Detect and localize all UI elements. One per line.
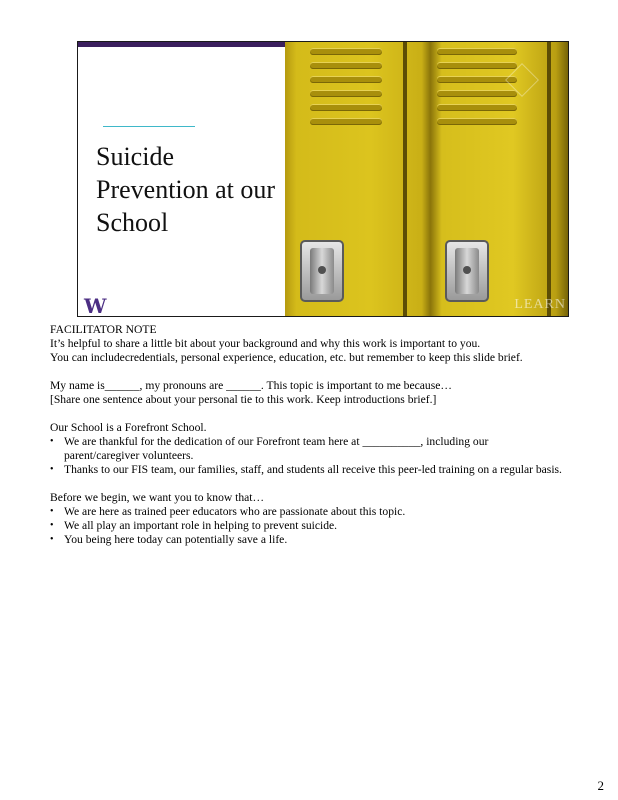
locker-vent xyxy=(310,104,382,111)
locker-handle xyxy=(300,240,344,302)
slide-thumbnail xyxy=(77,41,569,317)
locker-divider xyxy=(403,42,407,316)
facilitator-notes xyxy=(50,323,590,547)
locker-divider xyxy=(547,42,551,316)
notes-name-hint: [Share one sentence about your personal tie to this work. Keep introductions brief.] xyxy=(50,393,437,406)
locker-vent xyxy=(437,62,517,69)
locker-vent xyxy=(310,118,382,125)
slide-title: Suicide Prevention at our School xyxy=(96,142,276,237)
locker-photo xyxy=(285,42,569,316)
slide-title-panel xyxy=(78,42,285,316)
notes-school-line: Our School is a Forefront School. xyxy=(50,421,207,434)
accent-bar xyxy=(78,42,285,47)
locker-handle xyxy=(445,240,489,302)
notes-name-line: My name is______, my pronouns are ______. This topic is important to me because… xyxy=(50,379,452,392)
notes-intro-2: You can includecredentials, personal experience, education, etc. but remember to keep this slide brief. xyxy=(50,351,523,364)
locker-vent xyxy=(437,90,517,97)
uw-logo: W xyxy=(84,294,105,317)
list-item: • We are thankful for the dedication of our Forefront team here at __________, including our parent/caregiver volunteers. xyxy=(50,435,504,463)
list-item: • We all play an important role in helping to prevent suicide. xyxy=(50,519,590,533)
notes-heading: FACILITATOR NOTE xyxy=(50,323,157,336)
list-item: • We are here as trained peer educators who are passionate about this topic. xyxy=(50,505,590,519)
notes-intro-1: It’s helpful to share a little bit about your background and why this work is important to you. xyxy=(50,337,481,350)
locker-vent xyxy=(310,90,382,97)
list-item: • You being here today can potentially save a life. xyxy=(50,533,590,547)
locker-vent xyxy=(437,104,517,111)
watermark-text: LEARN xyxy=(514,297,566,312)
locker-vent xyxy=(437,118,517,125)
locker-vent xyxy=(310,76,382,83)
page-number: 2 xyxy=(597,778,604,793)
notes-before-line: Before we begin, we want you to know that… xyxy=(50,491,265,504)
locker-vent xyxy=(310,48,382,55)
list-item: • Thanks to our FIS team, our families, staff, and students all receive this peer-led training on a regular basis. xyxy=(50,463,590,477)
title-rule xyxy=(103,126,195,127)
locker-vent xyxy=(437,48,517,55)
locker-vent xyxy=(310,62,382,69)
